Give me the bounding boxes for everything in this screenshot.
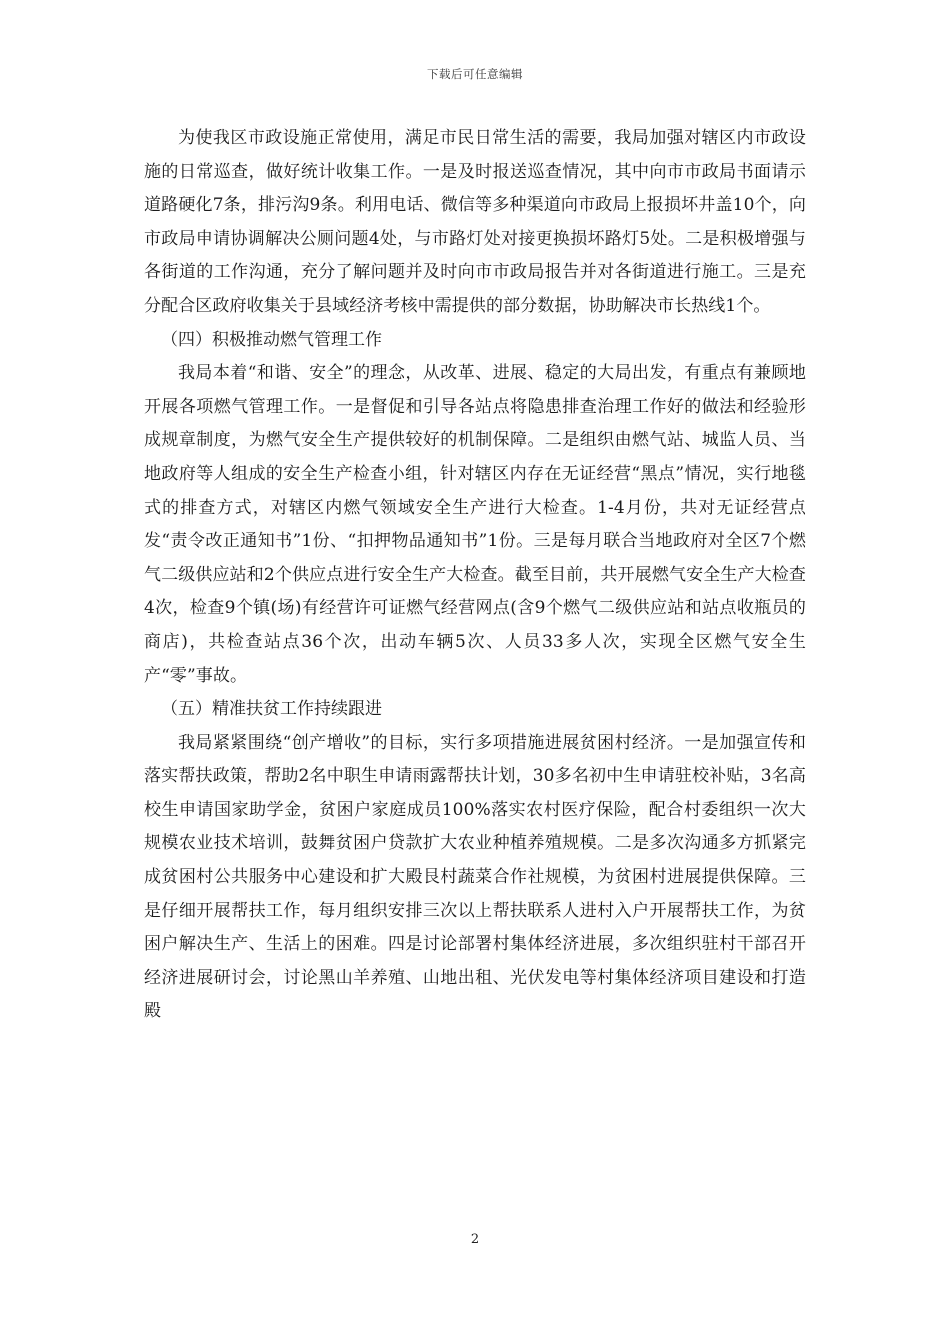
page-header: 下载后可任意编辑 [427,67,523,81]
section-heading-gas-management: （四）积极推动燃气管理工作 [161,329,382,350]
paragraph-municipal-facilities: 为使我区市政设施正常使用，满足市民日常生活的需要，我局加强对辖区内市政设施的日常巡查，做好统计收集工作。一是及时报送巡查情况，其中向市市政局书面请示道路硬化7条，排污沟9条。利用电话、微信等多种渠道向市政局上报损坏井盖10个，向市政局申请协调解决公厕问题4处，与市路灯处对接更换损坏路灯5处。二是积极增强与各街道的工作沟通，充分了解问题并及时向市市政局报告并对各街道进行施工。三是充分配合区政府收集关于县域经济考核中需提供的部分数据，协助解决市长热线1个。 [144,128,806,316]
page-number: 2 [470,1232,480,1247]
paragraph-poverty-alleviation: 我局紧紧围绕“创产增收”的目标，实行多项措施进展贫困村经济。一是加强宣传和落实帮扶政策，帮助2名中职生申请雨露帮扶计划，30多名初中生申请驻校补贴，3名高校生申请国家助学金，贫困户家庭成员100%落实农村医疗保险，配合村委组织一次大规模农业技术培训，鼓舞贫困户贷款扩大农业种植养殖规模。二是多次沟通多方抓紧完成贫困村公共服务中心建设和扩大殿艮村蔬菜合作社规模，为贫困村进展提供保障。三是仔细开展帮扶工作，每月组织安排三次以上帮扶联系人进村入户开展帮扶工作，为贫困户解决生产、生活上的困难。四是讨论部署村集体经济进展，多次组织驻村干部召开经济进展研讨会，讨论黑山羊养殖、山地出租、光伏发电等村集体经济项目建设和打造殿 [144,732,806,1022]
document-body [144,122,806,1029]
section-heading-poverty-alleviation: （五）精准扶贫工作持续跟进 [161,699,382,720]
paragraph-gas-management: 我局本着“和谐、安全”的理念，从改革、进展、稳定的大局出发，有重点有兼顾地开展各项燃气管理工作。一是督促和引导各站点将隐患排查治理工作好的做法和经验形成规章制度，为燃气安全生产提供较好的机制保障。二是组织由燃气站、城监人员、当地政府等人组成的安全生产检查小组，针对辖区内存在无证经营“黑点”情况，实行地毯式的排查方式，对辖区内燃气领域安全生产进行大检查。1-4月份，共对无证经营点发“责令改正通知书”1份、“扣押物品通知书”1份。三是每月联合当地政府对全区7个燃气二级供应站和2个供应点进行安全生产大检查。截至目前，共开展燃气安全生产大检查4次，检查9个镇(场)有经营许可证燃气经营网点(含9个燃气二级供应站和站点收瓶员的商店)，共检查站点36个次，出动车辆5次、人员33多人次，实现全区燃气安全生产“零”事故。 [144,363,806,686]
